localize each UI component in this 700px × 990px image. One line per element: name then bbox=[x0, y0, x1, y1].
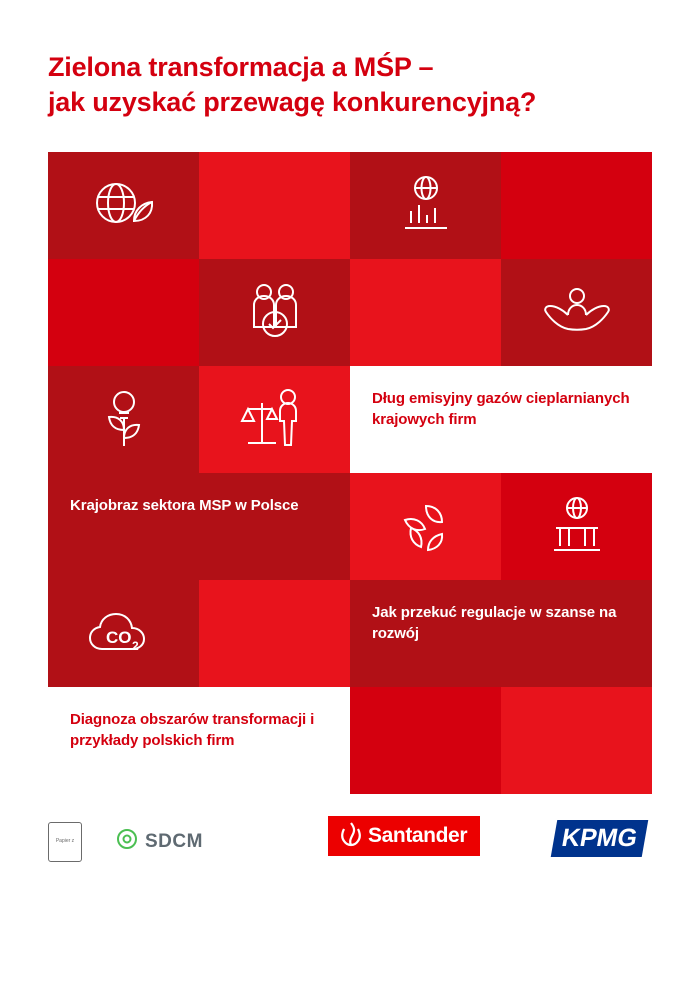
co2-cloud-icon bbox=[86, 605, 162, 663]
fsc-logo bbox=[48, 822, 82, 862]
grid-cell-co2-cloud bbox=[48, 580, 199, 687]
svg-text:2: 2 bbox=[131, 638, 139, 653]
panel-msp-landscape-text: Krajobraz sektora MSP w Polsce bbox=[70, 497, 299, 514]
santander-flame-icon bbox=[340, 821, 362, 852]
logo-bar bbox=[48, 812, 652, 874]
sdcm-logo-text: SDCM bbox=[145, 830, 203, 852]
grid-cell-hands-person bbox=[501, 259, 652, 366]
panel-regulations[interactable] bbox=[350, 580, 652, 687]
people-check-icon bbox=[244, 280, 306, 346]
svg-text:CO: CO bbox=[105, 627, 131, 647]
grid-cell-globe-leaf bbox=[48, 152, 199, 259]
fsc-logo-mark bbox=[48, 822, 82, 862]
page-title-line-2: jak uzyskać przewagę konkurencyjną? bbox=[48, 86, 537, 117]
grid-cell-blank-1 bbox=[199, 152, 350, 259]
globe-leaf-icon bbox=[90, 176, 158, 236]
page-title bbox=[48, 50, 658, 119]
panel-diagnosis-text: Diagnoza obszarów transformacji i przykłady polskich firm bbox=[70, 711, 315, 750]
santander-logo-box bbox=[328, 816, 480, 856]
panel-emission-debt[interactable] bbox=[350, 366, 652, 473]
bank-globe-icon bbox=[546, 496, 608, 558]
grid-cell-scales-person bbox=[199, 366, 350, 473]
grid-cell-lightbulb-plant bbox=[48, 366, 199, 473]
lightbulb-plant-icon bbox=[95, 388, 153, 452]
panel-msp-landscape[interactable] bbox=[48, 473, 350, 580]
grid-cell-bank-globe bbox=[501, 473, 652, 580]
grid-cell-blank-3 bbox=[48, 259, 199, 366]
globe-chart-icon bbox=[395, 175, 457, 237]
santander-logo-text: Santander bbox=[368, 824, 468, 847]
hands-person-icon bbox=[542, 285, 612, 341]
kpmg-logo-text: KPMG bbox=[559, 824, 640, 852]
grid-cell-people-check bbox=[199, 259, 350, 366]
sdcm-logo-mark bbox=[116, 828, 138, 855]
grid-cell-blank-4 bbox=[350, 259, 501, 366]
grid-cell-globe-chart bbox=[350, 152, 501, 259]
grid-cell-recycling-leaves bbox=[350, 473, 501, 580]
grid-cell-blank-5 bbox=[199, 580, 350, 687]
sdcm-logo bbox=[116, 828, 203, 855]
panel-diagnosis[interactable] bbox=[48, 687, 350, 794]
page-title-line-1: Zielona transformacja a MŚP – bbox=[48, 52, 434, 82]
panel-emission-debt-text: Dług emisyjny gazów cieplarnianych krajowych firm bbox=[372, 390, 630, 429]
kpmg-logo-box bbox=[551, 820, 649, 857]
panel-regulations-text: Jak przekuć regulacje w szanse na rozwój bbox=[372, 604, 617, 643]
santander-logo bbox=[328, 816, 480, 856]
scales-person-icon bbox=[240, 387, 310, 453]
kpmg-logo bbox=[554, 820, 645, 857]
mosaic-grid bbox=[48, 152, 652, 794]
grid-cell-blank-7 bbox=[501, 687, 652, 794]
fsc-logo-text: Papier z bbox=[55, 838, 75, 845]
recycling-leaves-icon bbox=[393, 498, 459, 556]
grid-cell-blank-6 bbox=[350, 687, 501, 794]
grid-cell-blank-2 bbox=[501, 152, 652, 259]
